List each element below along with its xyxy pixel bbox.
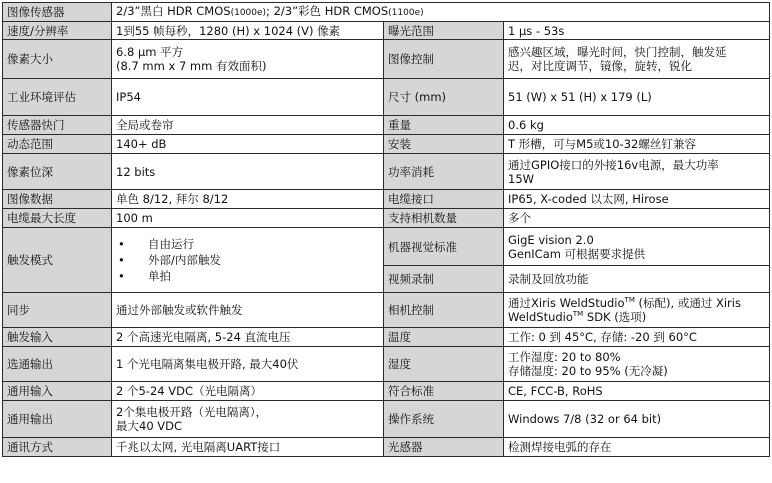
- spec-label: 尺寸 (mm): [384, 79, 504, 116]
- spec-value: 2/3”黑白 HDR CMOS(1000e); 2/3”彩色 HDR CMOS(1100e): [112, 3, 770, 22]
- spec-label: 速度/分辨率: [3, 22, 112, 40]
- spec-value: 100 m: [112, 209, 384, 228]
- spec-value: 通过GPIO接口的外接16v电源，最大功率 15W: [504, 154, 770, 190]
- spec-label: 安装: [384, 135, 504, 154]
- spec-value: Windows 7/8 (32 or 64 bit): [504, 401, 770, 438]
- table-row: [3, 22, 770, 40]
- spec-label: 相机控制: [384, 293, 504, 328]
- table-row: [3, 228, 770, 266]
- spec-label: 电缆最大长度: [3, 209, 112, 228]
- spec-label: 像素位深: [3, 154, 112, 190]
- spec-table: [2, 2, 770, 457]
- spec-value: 2 个5-24 VDC（光电隔离）: [112, 382, 384, 401]
- spec-label: 工业环境评估: [3, 79, 112, 116]
- spec-label: 机器视觉标准: [384, 228, 504, 266]
- spec-label: 符合标准: [384, 382, 504, 401]
- table-row: [3, 190, 770, 209]
- spec-value: 多个: [504, 209, 770, 228]
- spec-label: 像素大小: [3, 40, 112, 79]
- spec-label: 传感器快门: [3, 116, 112, 135]
- spec-label: 曝光范围: [384, 22, 504, 40]
- spec-label: 重量: [384, 116, 504, 135]
- table-row: [3, 401, 770, 438]
- spec-label: 支持相机数量: [384, 209, 504, 228]
- table-row: [3, 382, 770, 401]
- spec-label: 通用输入: [3, 382, 112, 401]
- spec-label: 同步: [3, 293, 112, 328]
- spec-value: IP54: [112, 79, 384, 116]
- table-row: [3, 154, 770, 190]
- table-row: [3, 116, 770, 135]
- spec-value: 通过外部触发或软件触发: [112, 293, 384, 328]
- spec-label: 通讯方式: [3, 438, 112, 457]
- spec-label: 视频录制: [384, 266, 504, 293]
- spec-label: 触发输入: [3, 328, 112, 347]
- spec-value: 1 µs - 53s: [504, 22, 770, 40]
- spec-value: CE, FCC-B, RoHS: [504, 382, 770, 401]
- table-row: [3, 293, 770, 328]
- spec-value: [112, 228, 384, 293]
- table-row: [3, 209, 770, 228]
- spec-label: 温度: [384, 328, 504, 347]
- table-row: [3, 79, 770, 116]
- spec-label: 电缆接口: [384, 190, 504, 209]
- spec-label: 操作系统: [384, 401, 504, 438]
- table-row: [3, 328, 770, 347]
- spec-value: 录制及回放功能: [504, 266, 770, 293]
- spec-value: 0.6 kg: [504, 116, 770, 135]
- spec-value: GigE vision 2.0 GenICam 可根据要求提供: [504, 228, 770, 266]
- spec-value: 6.8 µm 平方 (8.7 mm x 7 mm 有效面积): [112, 40, 384, 79]
- spec-label: 触发模式: [3, 228, 112, 293]
- spec-label: 功率消耗: [384, 154, 504, 190]
- spec-value: 1 个光电隔离集电极开路, 最大40伏: [112, 347, 384, 382]
- spec-value: 2个集电极开路（光电隔离）， 最大40 VDC: [112, 401, 384, 438]
- table-row: [3, 438, 770, 457]
- table-row: [3, 135, 770, 154]
- spec-label: 光感器: [384, 438, 504, 457]
- list-item: • 自由运行: [130, 236, 379, 252]
- spec-value: 全局或卷帘: [112, 116, 384, 135]
- spec-label: 湿度: [384, 347, 504, 382]
- table-row: [3, 3, 770, 22]
- spec-label: 动态范围: [3, 135, 112, 154]
- spec-value: 2 个高速光电隔离, 5-24 直流电压: [112, 328, 384, 347]
- spec-value: 工作: 0 到 45°C, 存储: -20 到 60°C: [504, 328, 770, 347]
- table-row: [3, 40, 770, 79]
- spec-value: 感兴趣区域，曝光时间，快门控制，触发延 迟，对比度调节，镜像，旋转，锐化: [504, 40, 770, 79]
- spec-value: IP65, X-coded 以太网, Hirose: [504, 190, 770, 209]
- list-item: • 单拍: [130, 268, 379, 284]
- spec-label: 通用输出: [3, 401, 112, 438]
- spec-value: 140+ dB: [112, 135, 384, 154]
- spec-value: 千兆以太网, 光电隔离UART接口: [112, 438, 384, 457]
- spec-value: T 形槽，可与M5或10-32螺丝钉兼容: [504, 135, 770, 154]
- spec-label: 选通输出: [3, 347, 112, 382]
- spec-value: 通过Xiris WeldStudio™ (标配), 或通过 Xiris WeldStudio™ SDK (选项): [504, 293, 770, 328]
- spec-label: 图像传感器: [3, 3, 112, 22]
- table-row: [3, 347, 770, 382]
- trigger-mode-list: [116, 236, 379, 284]
- spec-value: 12 bits: [112, 154, 384, 190]
- spec-value: 51 (W) x 51 (H) x 179 (L): [504, 79, 770, 116]
- spec-label: 图像控制: [384, 40, 504, 79]
- spec-value: 工作湿度: 20 to 80% 存储湿度: 20 to 95% (无冷凝): [504, 347, 770, 382]
- spec-label: 图像数据: [3, 190, 112, 209]
- spec-value: 1到55 帧每秒，1280 (H) x 1024 (V) 像素: [112, 22, 384, 40]
- spec-value: 单色 8/12, 拜尔 8/12: [112, 190, 384, 209]
- list-item: • 外部/内部触发: [130, 252, 379, 268]
- spec-value: 检测焊接电弧的存在: [504, 438, 770, 457]
